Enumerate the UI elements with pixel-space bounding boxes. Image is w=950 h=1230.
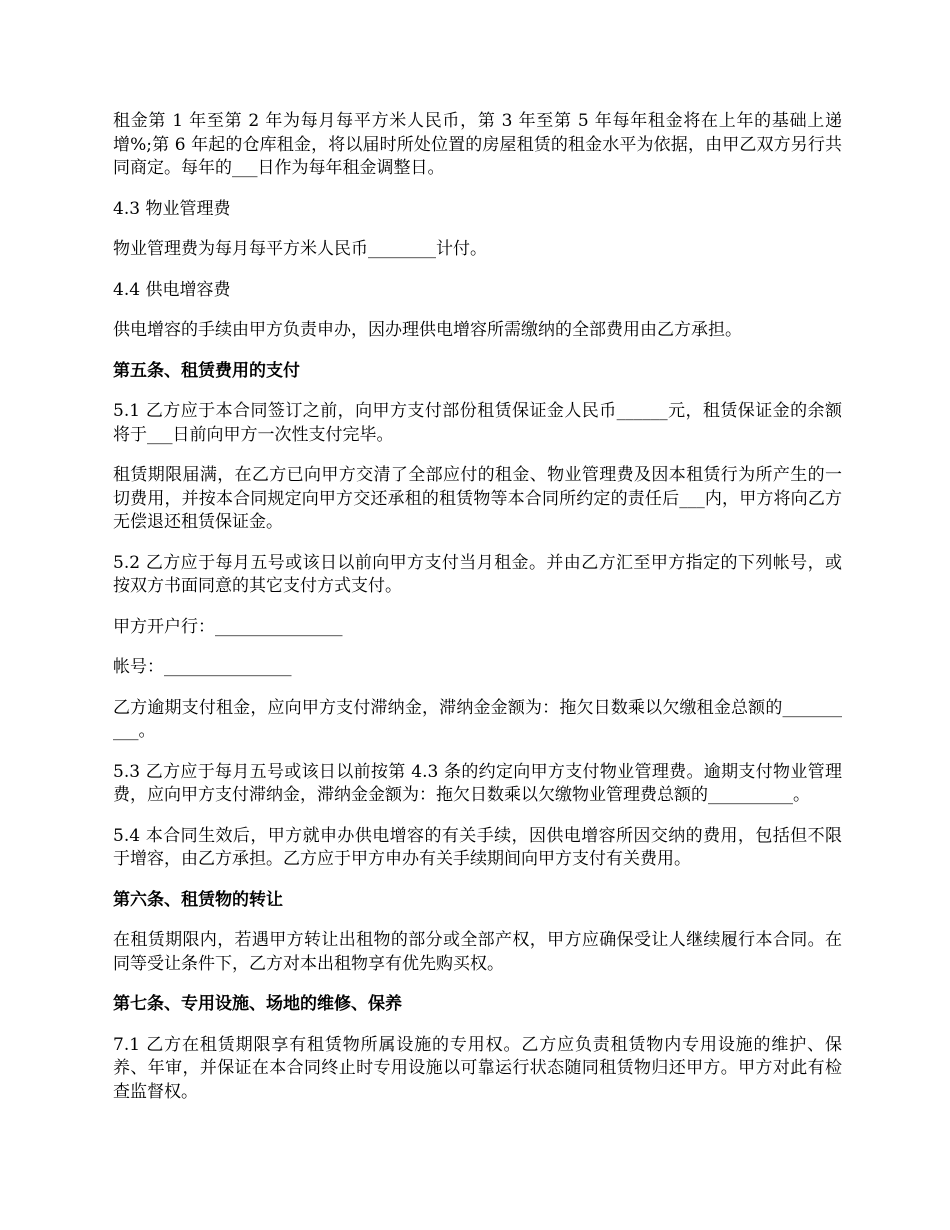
transfer-paragraph: 在租赁期限内，若遇甲方转让出租物的部分或全部产权，甲方应确保受让人继续履行本合同。在同等受让条件下，乙方对本出租物享有优先购买权。	[113, 930, 842, 974]
account-field: 帐号：_______________	[113, 657, 292, 677]
clause-5-3-paragraph: 5.3 乙方应于每月五号或该日以前按第 4.3 条的约定向甲方支付物业管理费。逾期支付物业管理费，应向甲方支付滞纳金，滞纳金金额为：拖欠日数乘以欠缴物业管理费总额的__________。	[113, 761, 842, 805]
article-6-heading: 第六条、租赁物的转让	[113, 889, 283, 910]
bank-field: 甲方开户行：_______________	[113, 616, 343, 637]
clause-5-1-paragraph: 5.1 乙方应于本合同签订之前，向甲方支付部份租赁保证金人民币______元，租赁保证金的余额将于___日前向甲方一次性支付完毕。	[113, 401, 842, 445]
article-5-heading: 第五条、租赁费用的支付	[113, 360, 300, 381]
deposit-refund-paragraph: 租赁期限届满，在乙方已向甲方交清了全部应付的租金、物业管理费及因本租赁行为所产生的一切费用，并按本合同规定向甲方交还承租的租赁物等本合同所约定的责任后___内，甲方将向乙方无偿退还租赁保证金。	[113, 465, 842, 532]
clause-7-1-paragraph: 7.1 乙方在租赁期限享有租赁物所属设施的专用权。乙方应负责租赁物内专用设施的维护、保养、年审，并保证在本合同终止时专用设施以可靠运行状态随同租赁物归还甲方。甲方对此有检查监督权。	[113, 1034, 842, 1102]
section-4-3-title: 4.3 物业管理费	[113, 198, 231, 219]
property-fee-paragraph: 物业管理费为每月每平方米人民币________计付。	[113, 239, 487, 259]
article-7-heading: 第七条、专用设施、场地的维修、保养	[113, 994, 402, 1014]
rent-escalation-paragraph: 租金第 1 年至第 2 年为每月每平方米人民币，第 3 年至第 5 年每年租金将在上年的基础上递增%;第 6 年起的仓库租金，将以届时所处位置的房屋租赁的租金水平为依据，由甲乙双方另行共同商定。每年的___日作为每年租金调整日。	[113, 111, 842, 178]
section-4-4-title: 4.4 供电增容费	[113, 279, 231, 300]
power-capacity-paragraph: 供电增容的手续由甲方负责申办，因办理供电增容所需缴纳的全部费用由乙方承担。	[113, 320, 742, 340]
clause-5-2-paragraph: 5.2 乙方应于每月五号或该日以前向甲方支付当月租金。并由乙方汇至甲方指定的下列帐号，或按双方书面同意的其它支付方式支付。	[113, 552, 842, 596]
late-rent-penalty-paragraph: 乙方逾期支付租金，应向甲方支付滞纳金，滞纳金金额为：拖欠日数乘以欠缴租金总额的__________。	[113, 697, 842, 741]
clause-5-4-paragraph: 5.4 本合同生效后，甲方就申办供电增容的有关手续，因供电增容所因交纳的费用，包括但不限于增容，由乙方承担。乙方应于甲方申办有关手续期间向甲方支付有关费用。	[113, 825, 842, 869]
